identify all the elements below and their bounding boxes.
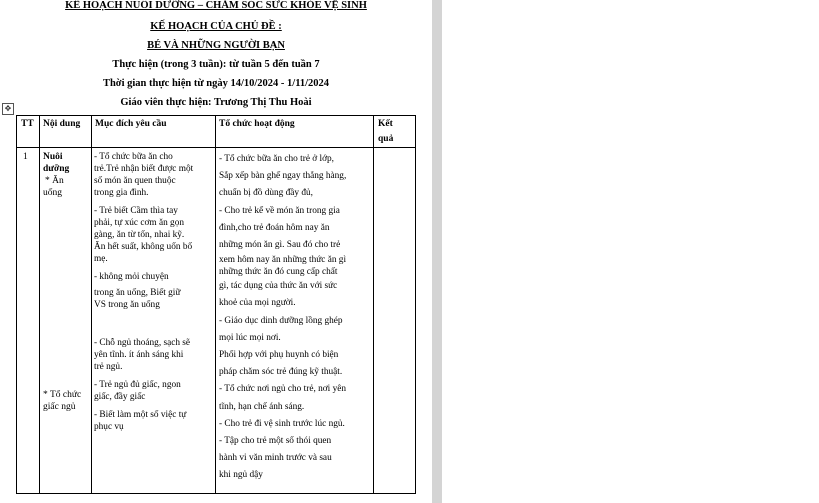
doc-subtitle-dates: Thời gian thực hiện từ ngày 14/10/2024 - 1/11/2024 xyxy=(102,78,330,89)
to-chuc-line: hành vi văn minh trước và sau xyxy=(219,453,332,464)
to-chuc-line: gì, tác dụng của thức ăn với sức xyxy=(219,281,338,292)
to-chuc-line: - Cho trẻ kể về món ăn trong gia xyxy=(219,205,340,216)
muc-dich-line: Ăn hết suất, không uốn bố xyxy=(94,242,193,252)
to-chuc-line: tĩnh, hạn chế ánh sáng. xyxy=(219,401,305,412)
muc-dich-line: - Chỗ ngủ thoáng, sạch sẽ xyxy=(94,338,191,348)
to-chuc-line: - Tổ chức bữa ăn cho trẻ ở lớp, xyxy=(219,154,334,164)
muc-dich-line: - Trẻ ngủ đủ giấc, ngon xyxy=(94,380,181,390)
table-col-divider xyxy=(215,116,216,493)
to-chuc-line: chuẩn bị đồ dùng đầy đủ, xyxy=(219,188,313,199)
blank-canvas-area xyxy=(442,0,819,503)
to-chuc-line: khi ngủ dậy xyxy=(219,470,263,481)
to-chuc-line: Sắp xếp bàn ghế ngay thẳng hàng, xyxy=(219,171,347,182)
to-chuc-line: Phối hợp với phụ huynh có biện xyxy=(219,350,339,361)
header-muc-dich: Mục đích yêu cầu xyxy=(95,119,167,129)
muc-dich-line: - không mỏi chuyện xyxy=(94,272,169,282)
noi-dung-line: dưỡng xyxy=(43,164,70,174)
to-chuc-line: pháp chăm sóc trẻ đúng kỹ thuật. xyxy=(219,367,343,378)
muc-dich-line: phục vụ xyxy=(94,422,124,432)
to-chuc-line: khoẻ của mọi người. xyxy=(219,298,296,309)
muc-dich-block xyxy=(94,379,214,403)
muc-dich-line: gàng, ăn từ tốn, nhai kỹ. xyxy=(94,230,185,240)
muc-dich-block xyxy=(94,337,214,373)
doc-title-line1: KẾ HOẠCH NUÔI DƯỠNG – CHĂM SÓC SỨC KHỎE VỆ SINH xyxy=(65,0,367,11)
to-chuc-line: đình,cho trẻ đoán hôm nay ăn xyxy=(219,222,330,233)
muc-dich-block xyxy=(94,205,214,265)
muc-dich-line: - Trẻ biết Cầm thìa tay xyxy=(94,206,178,216)
to-chuc-line: những thức ăn đó cung cấp chất xyxy=(219,267,338,278)
muc-dich-line: - Tổ chức bữa ăn cho xyxy=(94,152,173,162)
to-chuc-line: - Tập cho trẻ một số thói quen xyxy=(219,436,332,447)
to-chuc-line: mọi lúc mọi nơi. xyxy=(219,332,281,343)
doc-teacher-line: Giáo viên thực hiện: Trương Thị Thu Hoài xyxy=(120,97,312,108)
noi-dung-line: Nuôi xyxy=(43,152,63,162)
table-col-divider xyxy=(39,116,40,493)
header-noi-dung: Nội dung xyxy=(43,119,81,129)
muc-dich-line: phải, tự xúc cơm ăn gọn xyxy=(94,218,184,228)
muc-dich-block xyxy=(94,151,214,199)
header-tt: TT xyxy=(21,119,34,129)
header-ket-qua-line1: Kết xyxy=(378,119,393,129)
header-ket-qua xyxy=(378,118,393,145)
page-gutter xyxy=(432,0,442,503)
to-chuc-line: xem hôm nay ăn những thức ăn gì xyxy=(219,255,347,266)
row1-to-chuc xyxy=(219,151,373,485)
noi-dung-line: * Ăn xyxy=(45,176,64,186)
muc-dich-line: trong ăn uống, Biết giữ xyxy=(94,288,181,298)
to-chuc-line: - Cho trẻ đi vệ sinh trước lúc ngủ. xyxy=(219,418,345,429)
to-chuc-line: những món ăn gì. Sau đó cho trẻ xyxy=(219,240,341,251)
muc-dich-line: VS trong ăn uống xyxy=(94,300,160,310)
doc-title-line3: BÉ VÀ NHỮNG NGƯỜI BẠN xyxy=(147,40,285,51)
noi-dung-line: uống xyxy=(43,188,62,198)
row1-noi-dung-sleep xyxy=(43,389,89,413)
muc-dich-line: giấc, đầy giấc xyxy=(94,392,146,402)
muc-dich-line: - Biết làm một số việc tự xyxy=(94,410,187,420)
doc-title-line2: KẾ HOẠCH CỦA CHỦ ĐỀ : xyxy=(150,21,282,32)
muc-dich-line: yên tĩnh. ít ánh sáng khi xyxy=(94,350,184,360)
noi-dung-line: * Tổ chức xyxy=(43,390,82,400)
header-to-chuc: Tổ chức hoạt động xyxy=(219,119,295,129)
to-chuc-line: - Giáo dục dinh dưỡng lồng ghép xyxy=(219,315,343,326)
table-row-divider xyxy=(17,147,415,148)
muc-dich-block xyxy=(94,409,214,433)
row1-noi-dung xyxy=(43,151,89,199)
plan-table xyxy=(16,115,416,494)
muc-dich-line: trẻ.Trẻ nhận biết được một xyxy=(94,164,194,174)
muc-dich-line: số món ăn quen thuộc xyxy=(94,176,176,186)
muc-dich-line: trẻ ngủ. xyxy=(94,362,123,372)
noi-dung-line: giấc ngủ xyxy=(43,402,76,412)
muc-dich-block xyxy=(94,271,214,311)
row1-muc-dich xyxy=(94,151,214,433)
muc-dich-line: mẹ. xyxy=(94,254,108,264)
table-move-handle-icon[interactable]: ✥ xyxy=(2,103,14,115)
header-ket-qua-line2: quả xyxy=(378,134,394,144)
row1-tt: 1 xyxy=(23,152,28,162)
table-col-divider xyxy=(91,116,92,493)
muc-dich-line: trong gia đình. xyxy=(94,188,149,198)
doc-subtitle-duration: Thực hiện (trong 3 tuần): từ tuần 5 đến tuần 7 xyxy=(112,59,320,70)
to-chuc-line: - Tổ chức nơi ngủ cho trẻ, nơi yên xyxy=(219,384,347,395)
table-col-divider xyxy=(373,116,374,493)
